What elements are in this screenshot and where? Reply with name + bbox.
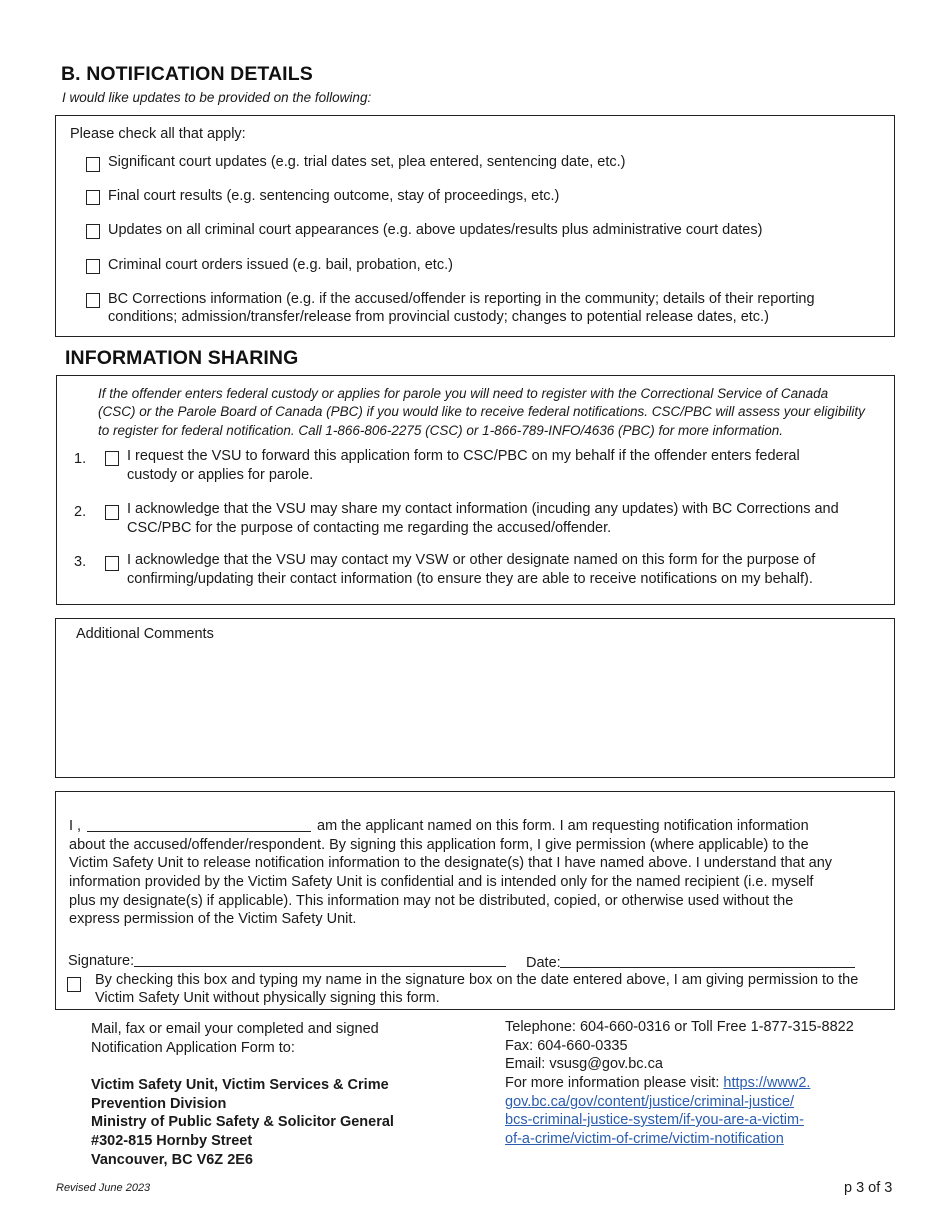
item-1-text-1: I request the VSU to forward this application form to CSC/PBC on my behalf if the offender enters federal bbox=[127, 448, 800, 464]
mail-instructions-1: Mail, fax or email your completed and signed bbox=[91, 1021, 379, 1037]
declaration-line-2: about the accused/offender/respondent. By signing this application form, I give permission (where applicable) to the bbox=[69, 837, 809, 853]
mail-instructions-2: Notification Application Form to: bbox=[91, 1040, 295, 1056]
address-line-4: #302-815 Hornby Street bbox=[91, 1133, 253, 1149]
telephone-info: Telephone: 604-660-0316 or Toll Free 1-877-315-8822 bbox=[505, 1019, 854, 1035]
option-bc-corrections-label-1: BC Corrections information (e.g. if the accused/offender is reporting in the community; details of their reporting bbox=[108, 291, 815, 307]
declaration-line-5: plus my designate(s) if applicable). This information may not be distributed, copied, or otherwise used without the bbox=[69, 893, 794, 909]
applicant-name-line[interactable] bbox=[87, 831, 311, 832]
more-info-label: For more information please visit: bbox=[505, 1075, 724, 1091]
info-sharing-intro-3: to register for federal notification. Call 1-866-806-2275 (CSC) or 1-866-789-INFO/4636 (PBC) for more information. bbox=[98, 423, 784, 438]
esign-permission-checkbox[interactable] bbox=[67, 977, 81, 992]
info-url-link-2[interactable]: gov.bc.ca/gov/content/justice/criminal-justice/ bbox=[505, 1094, 795, 1110]
date-label: Date: bbox=[526, 955, 561, 971]
declaration-line-6: express permission of the Victim Safety Unit. bbox=[69, 911, 357, 927]
item-1-checkbox[interactable] bbox=[105, 451, 119, 466]
item-1-number: 1. bbox=[74, 451, 87, 467]
declaration-line-1: am the applicant named on this form. I am requesting notification information bbox=[317, 818, 809, 834]
info-sharing-title: INFORMATION SHARING bbox=[65, 347, 299, 369]
item-3-checkbox[interactable] bbox=[105, 556, 119, 571]
info-sharing-intro-2: (CSC) or the Parole Board of Canada (PBC) if you would like to receive federal notifications. CSC/PBC will assess your eligibility bbox=[98, 404, 865, 419]
option-final-results-label: Final court results (e.g. sentencing outcome, stay of proceedings, etc.) bbox=[108, 188, 560, 204]
check-prompt: Please check all that apply: bbox=[70, 126, 246, 142]
info-url-link-3[interactable]: bcs-criminal-justice-system/if-you-are-a-victim- bbox=[505, 1112, 804, 1128]
additional-comments-label: Additional Comments bbox=[76, 626, 214, 642]
info-url-link-4[interactable]: of-a-crime/victim-of-crime/victim-notification bbox=[505, 1131, 784, 1147]
signature-label: Signature: bbox=[68, 953, 135, 969]
item-2-checkbox[interactable] bbox=[105, 505, 119, 520]
page-number: p 3 of 3 bbox=[844, 1180, 893, 1196]
option-bc-corrections-checkbox[interactable] bbox=[86, 293, 100, 308]
item-2-number: 2. bbox=[74, 504, 87, 520]
date-line[interactable] bbox=[560, 967, 855, 968]
section-b-title: B. NOTIFICATION DETAILS bbox=[61, 63, 313, 85]
option-court-orders-checkbox[interactable] bbox=[86, 259, 100, 274]
item-1-text-2: custody or applies for parole. bbox=[127, 467, 314, 483]
option-bc-corrections-label-2: conditions; admission/transfer/release from provincial custody; changes to potential release dates, etc.) bbox=[108, 309, 769, 325]
info-sharing-intro-1: If the offender enters federal custody or applies for parole you will need to register with the Correctional Service of Canada bbox=[98, 386, 829, 401]
option-all-appearances-label: Updates on all criminal court appearances (e.g. above updates/results plus administrative court dates) bbox=[108, 222, 763, 238]
declaration-i-label: I , bbox=[69, 818, 82, 834]
esign-text-2: Victim Safety Unit without physically signing this form. bbox=[95, 990, 440, 1006]
option-final-results-checkbox[interactable] bbox=[86, 190, 100, 205]
info-url-link-1[interactable]: https://www2. bbox=[723, 1075, 811, 1091]
address-line-2: Prevention Division bbox=[91, 1096, 227, 1112]
option-court-orders-label: Criminal court orders issued (e.g. bail, probation, etc.) bbox=[108, 257, 453, 273]
declaration-line-3: Victim Safety Unit to release notification information to the designate(s) that I have named above. I understand that any bbox=[69, 855, 833, 871]
item-3-text-2: confirming/updating their contact information (to ensure they are able to receive notifications on my behalf). bbox=[127, 571, 813, 587]
declaration-line-4: information provided by the Victim Safety Unit is confidential and is intended only for the named recipient (i.e. myself bbox=[69, 874, 814, 890]
option-significant-updates-checkbox[interactable] bbox=[86, 157, 100, 172]
address-line-5: Vancouver, BC V6Z 2E6 bbox=[91, 1152, 253, 1168]
email-info: Email: vsusg@gov.bc.ca bbox=[505, 1056, 663, 1072]
item-3-number: 3. bbox=[74, 554, 87, 570]
signature-line[interactable] bbox=[134, 966, 506, 967]
item-3-text-1: I acknowledge that the VSU may contact my VSW or other designate named on this form for the purpose of bbox=[127, 552, 816, 568]
revised-date: Revised June 2023 bbox=[56, 1182, 151, 1194]
option-all-appearances-checkbox[interactable] bbox=[86, 224, 100, 239]
item-2-text-2: CSC/PBC for the purpose of contacting me regarding the accused/offender. bbox=[127, 520, 612, 536]
section-b-subtitle: I would like updates to be provided on the following: bbox=[62, 90, 372, 105]
item-2-text-1: I acknowledge that the VSU may share my contact information (incuding any updates) with BC Corrections and bbox=[127, 501, 839, 517]
option-significant-updates-label: Significant court updates (e.g. trial dates set, plea entered, sentencing date, etc.) bbox=[108, 154, 626, 170]
address-line-1: Victim Safety Unit, Victim Services & Crime bbox=[91, 1077, 389, 1093]
esign-text-1: By checking this box and typing my name in the signature box on the date entered above, I am giving permission to the bbox=[95, 972, 859, 988]
address-line-3: Ministry of Public Safety & Solicitor General bbox=[91, 1114, 394, 1130]
fax-info: Fax: 604-660-0335 bbox=[505, 1038, 628, 1054]
more-info-line bbox=[505, 1074, 810, 1093]
